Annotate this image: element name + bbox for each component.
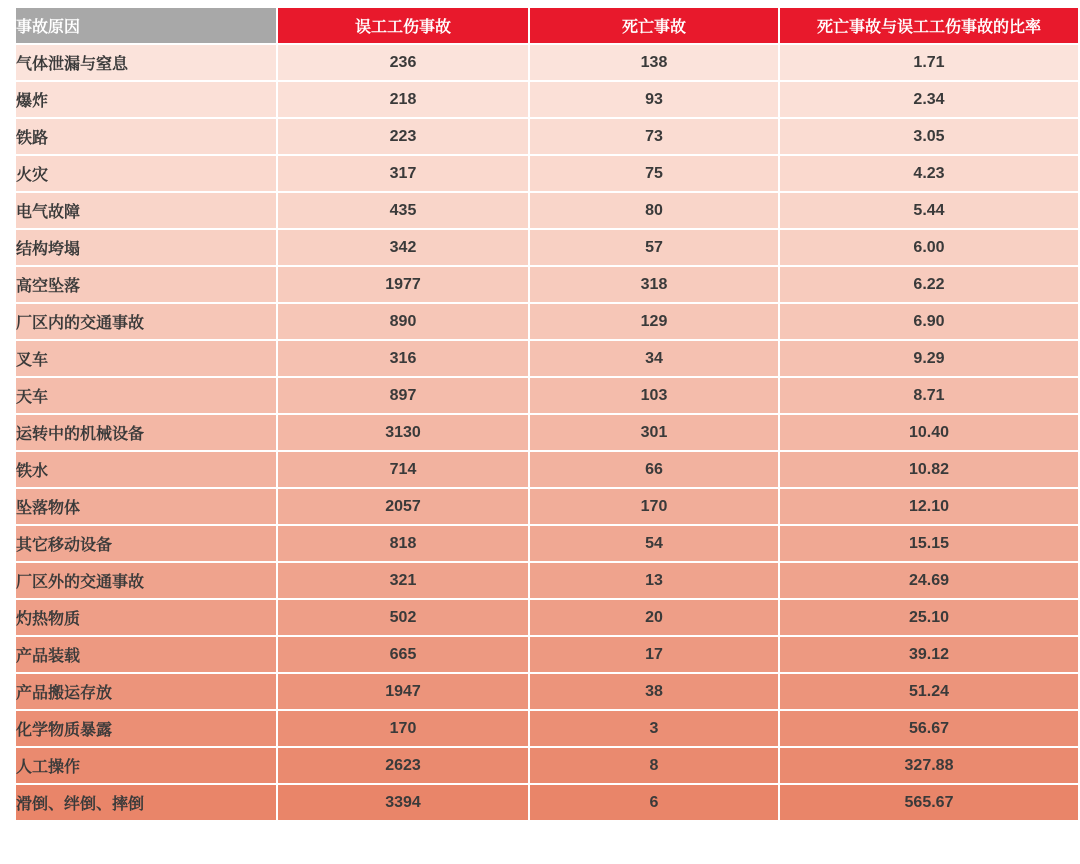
cell-ratio: 327.88	[780, 748, 1078, 783]
cell-lost-time: 714	[278, 452, 528, 487]
cell-cause: 产品搬运存放	[16, 674, 276, 709]
cell-lost-time: 218	[278, 82, 528, 117]
cell-cause: 电气故障	[16, 193, 276, 228]
cell-lost-time: 170	[278, 711, 528, 746]
cell-fatal: 38	[530, 674, 778, 709]
table-row	[16, 230, 1078, 265]
cell-cause: 厂区外的交通事故	[16, 563, 276, 598]
cell-lost-time: 1977	[278, 267, 528, 302]
table-row	[16, 82, 1078, 117]
cell-fatal: 13	[530, 563, 778, 598]
column-header-cause: 事故原因	[16, 8, 276, 43]
column-header-fatal: 死亡事故	[530, 8, 778, 43]
cell-lost-time: 502	[278, 600, 528, 635]
cell-cause: 爆炸	[16, 82, 276, 117]
cell-ratio: 6.00	[780, 230, 1078, 265]
cell-lost-time: 897	[278, 378, 528, 413]
cell-fatal: 57	[530, 230, 778, 265]
table-row	[16, 489, 1078, 524]
cell-lost-time: 1947	[278, 674, 528, 709]
cell-fatal: 75	[530, 156, 778, 191]
cell-fatal: 301	[530, 415, 778, 450]
cell-lost-time: 3130	[278, 415, 528, 450]
cell-cause: 滑倒、绊倒、摔倒	[16, 785, 276, 820]
cell-cause: 火灾	[16, 156, 276, 191]
cell-ratio: 10.82	[780, 452, 1078, 487]
table-row	[16, 785, 1078, 820]
cell-lost-time: 223	[278, 119, 528, 154]
table-row	[16, 45, 1078, 80]
cell-ratio: 24.69	[780, 563, 1078, 598]
cell-lost-time: 3394	[278, 785, 528, 820]
cell-lost-time: 890	[278, 304, 528, 339]
column-header-ratio: 死亡事故与误工工伤事故的比率	[780, 8, 1078, 43]
cell-fatal: 93	[530, 82, 778, 117]
table-row	[16, 452, 1078, 487]
cell-fatal: 66	[530, 452, 778, 487]
cell-cause: 运转中的机械设备	[16, 415, 276, 450]
table-body	[16, 45, 1078, 820]
cell-cause: 结构垮塌	[16, 230, 276, 265]
cell-ratio: 8.71	[780, 378, 1078, 413]
table-row	[16, 563, 1078, 598]
cell-ratio: 2.34	[780, 82, 1078, 117]
cell-ratio: 3.05	[780, 119, 1078, 154]
cell-cause: 天车	[16, 378, 276, 413]
table-row	[16, 415, 1078, 450]
table-row	[16, 341, 1078, 376]
table-row	[16, 378, 1078, 413]
accident-cause-table	[14, 6, 1080, 822]
cell-fatal: 34	[530, 341, 778, 376]
column-header-lost-time: 误工工伤事故	[278, 8, 528, 43]
table-row	[16, 304, 1078, 339]
table-header	[16, 8, 1078, 43]
cell-lost-time: 2623	[278, 748, 528, 783]
table-row	[16, 119, 1078, 154]
cell-ratio: 9.29	[780, 341, 1078, 376]
cell-fatal: 6	[530, 785, 778, 820]
cell-lost-time: 818	[278, 526, 528, 561]
cell-lost-time: 435	[278, 193, 528, 228]
table-row	[16, 193, 1078, 228]
cell-lost-time: 665	[278, 637, 528, 672]
table-row	[16, 674, 1078, 709]
cell-ratio: 1.71	[780, 45, 1078, 80]
cell-ratio: 51.24	[780, 674, 1078, 709]
cell-lost-time: 342	[278, 230, 528, 265]
cell-cause: 化学物质暴露	[16, 711, 276, 746]
cell-fatal: 54	[530, 526, 778, 561]
cell-lost-time: 321	[278, 563, 528, 598]
cell-ratio: 15.15	[780, 526, 1078, 561]
cell-fatal: 8	[530, 748, 778, 783]
cell-ratio: 6.22	[780, 267, 1078, 302]
cell-ratio: 12.10	[780, 489, 1078, 524]
cell-ratio: 39.12	[780, 637, 1078, 672]
cell-ratio: 56.67	[780, 711, 1078, 746]
cell-cause: 产品装载	[16, 637, 276, 672]
cell-fatal: 170	[530, 489, 778, 524]
cell-fatal: 3	[530, 711, 778, 746]
table-header-row	[16, 8, 1078, 43]
cell-cause: 其它移动设备	[16, 526, 276, 561]
cell-fatal: 80	[530, 193, 778, 228]
cell-fatal: 129	[530, 304, 778, 339]
cell-fatal: 17	[530, 637, 778, 672]
table-row	[16, 600, 1078, 635]
table-row	[16, 711, 1078, 746]
cell-lost-time: 2057	[278, 489, 528, 524]
cell-ratio: 6.90	[780, 304, 1078, 339]
cell-ratio: 5.44	[780, 193, 1078, 228]
cell-cause: 高空坠落	[16, 267, 276, 302]
cell-fatal: 73	[530, 119, 778, 154]
cell-fatal: 103	[530, 378, 778, 413]
cell-ratio: 4.23	[780, 156, 1078, 191]
cell-fatal: 318	[530, 267, 778, 302]
table-row	[16, 637, 1078, 672]
cell-fatal: 20	[530, 600, 778, 635]
cell-ratio: 565.67	[780, 785, 1078, 820]
cell-ratio: 25.10	[780, 600, 1078, 635]
cell-cause: 铁水	[16, 452, 276, 487]
cell-cause: 人工操作	[16, 748, 276, 783]
cell-cause: 灼热物质	[16, 600, 276, 635]
table-row	[16, 748, 1078, 783]
cell-cause: 气体泄漏与窒息	[16, 45, 276, 80]
cell-cause: 厂区内的交通事故	[16, 304, 276, 339]
cell-lost-time: 317	[278, 156, 528, 191]
cell-cause: 坠落物体	[16, 489, 276, 524]
cell-lost-time: 316	[278, 341, 528, 376]
table-row	[16, 156, 1078, 191]
cell-lost-time: 236	[278, 45, 528, 80]
cell-cause: 铁路	[16, 119, 276, 154]
cell-cause: 叉车	[16, 341, 276, 376]
table-row	[16, 526, 1078, 561]
cell-fatal: 138	[530, 45, 778, 80]
cell-ratio: 10.40	[780, 415, 1078, 450]
table-row	[16, 267, 1078, 302]
